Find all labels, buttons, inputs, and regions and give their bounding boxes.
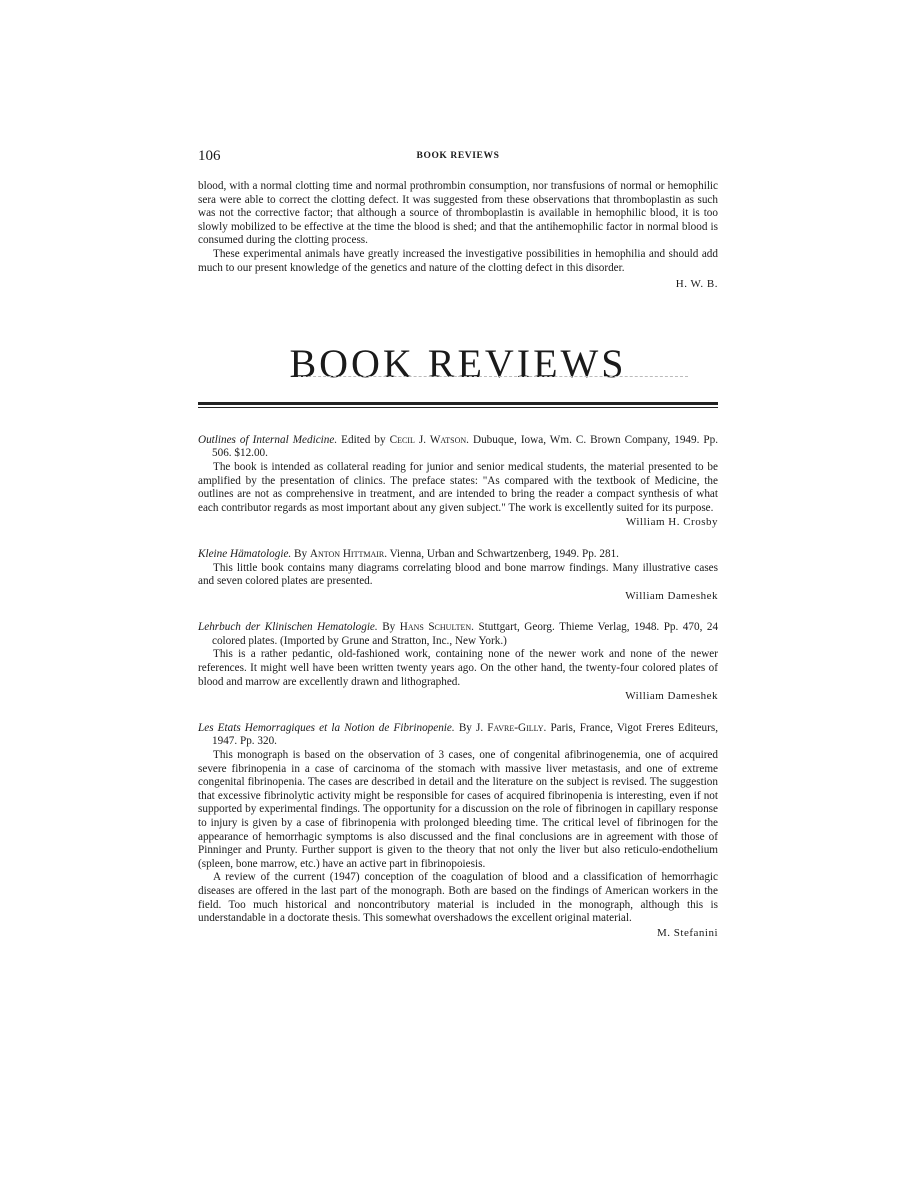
section-rule-thick [198, 402, 718, 405]
author: Cecil J. Watson. [389, 433, 469, 446]
paragraph: The book is intended as collateral reading for junior and senior medical students, the material presented to be amplified by the presentation of clinics. The preface states: "As compared with the textbook of Medicine, the outlines are not as comprehensive in treatment, and are intended to bring the reader a compact synthesis of what each contributor regards as most important about any given subject." The work is excellently suited for its purpose. [198, 460, 718, 514]
page [198, 148, 718, 940]
section-title: BOOK REVIEWS [289, 340, 627, 386]
author: Hans Schulten. [399, 621, 474, 634]
reviewer: William H. Crosby [625, 516, 718, 529]
publication: Vienna, Urban and Schwartzenberg, 1949. Pp. 281. [389, 547, 619, 560]
book-title: Les Etats Hemorragiques et la Notion de Fibrinopenie. [198, 721, 455, 734]
decorative-rule [298, 376, 688, 378]
paragraph: These experimental animals have greatly increased the investigative possibilities in hemophilia and should add much to our present knowledge of the genetics and nature of the clotting defect in this disorder. [198, 247, 718, 274]
citation [198, 621, 718, 648]
signature: H. W. B. [675, 278, 718, 291]
section-header [198, 342, 718, 408]
editor-prefix: By [294, 547, 308, 560]
book-title: Lehrbuch der Klinischen Hematologie. [198, 621, 378, 634]
section-rule-thin [198, 407, 718, 408]
book-title: Kleine Hämatologie. [198, 547, 292, 560]
review-3 [198, 621, 718, 704]
author: J. Favre-Gilly. [476, 721, 547, 734]
reviewer: William Dameshek [625, 589, 718, 602]
book-title: Outlines of Internal Medicine. [198, 433, 338, 446]
paragraph: This is a rather pedantic, old-fashioned work, containing none of the newer work and none of the newer references. It might well have been written twenty years ago. On the other hand, the twenty-four colored plates of blood and marrow are excellently drawn and lithographed. [198, 648, 718, 688]
reviewer: William Dameshek [625, 690, 718, 703]
paragraph: blood, with a normal clotting time and normal prothrombin consumption, nor transfusions of normal or hemophilic sera were able to correct the clotting defect. It was suggested from these observations that thromboplastin as such was not the corrective factor; that although a source of thromboplastin is available in hemophilic blood, it is too slowly mobilized to be effective at the time the blood is shed; and that the antihemophilic factor in normal blood is consumed during the clotting process. [198, 180, 718, 247]
editor-prefix: By [458, 721, 472, 734]
review-2 [198, 548, 718, 603]
publication: Paris, France, Vigot Freres Editeurs, 1947. Pp. 320. [212, 721, 719, 748]
editor-prefix: Edited by [341, 433, 386, 446]
citation [198, 434, 718, 461]
citation [198, 722, 718, 749]
editor-prefix: By [382, 621, 396, 634]
reviewer: M. Stefanini [657, 926, 718, 939]
running-title: BOOK REVIEWS [416, 151, 500, 161]
publication: Dubuque, Iowa, Wm. C. Brown Company, 1949. Pp. 506. $12.00. [212, 433, 719, 460]
paragraph: This little book contains many diagrams correlating blood and bone marrow findings. Many illustrative cases and seven colored plates are presented. [198, 561, 718, 588]
running-head [198, 148, 718, 168]
citation [198, 548, 718, 562]
paragraph: This monograph is based on the observation of 3 cases, one of congenital afibrinogenemia, one of acquired severe fibrinopenia in a case of carcinoma of the stomach with massive liver metastasis, and one of extreme congenital fibrinopenia. The cases are described in detail and the literature on the subject is revised. The suggestion that excessive fibrinolytic activity might be responsible for cases of acquired fibrinopenia is interesting, even if not supported by experimental findings. The opportunity for a discussion on the role of fibrinogen in capillary response to injury is given by a case of fibrinopenia with prolonged bleeding time. The critical level of fibrinogen for the appearance of hemorrhagic symptoms is also discussed and the final conclusions are in agreement with those of Pinninger and Prunty. Further support is given to the theory that not only the liver but also reticulo-endothelium (spleen, bone marrow, etc.) have an active part in fibrinopoiesis. [198, 749, 718, 870]
review-1 [198, 434, 718, 530]
review-4 [198, 722, 718, 941]
continuation-text [198, 180, 718, 292]
publication: Stuttgart, Georg. Thieme Verlag, 1948. Pp. 470, 24 colored plates. (Imported by Grune and Stratton, Inc., New York.) [212, 621, 719, 647]
page-number: 106 [198, 148, 221, 164]
author: Anton Hittmair. [309, 547, 388, 560]
paragraph: A review of the current (1947) conception of the coagulation of blood and a classification of hemorrhagic diseases are offered in the last part of the monograph. Both are based on the findings of American workers in the field. Too much historical and noncontributory material is included in the monograph, although this is understandable in a doctorate thesis. This somewhat overshadows the excellent original material. [198, 871, 718, 925]
